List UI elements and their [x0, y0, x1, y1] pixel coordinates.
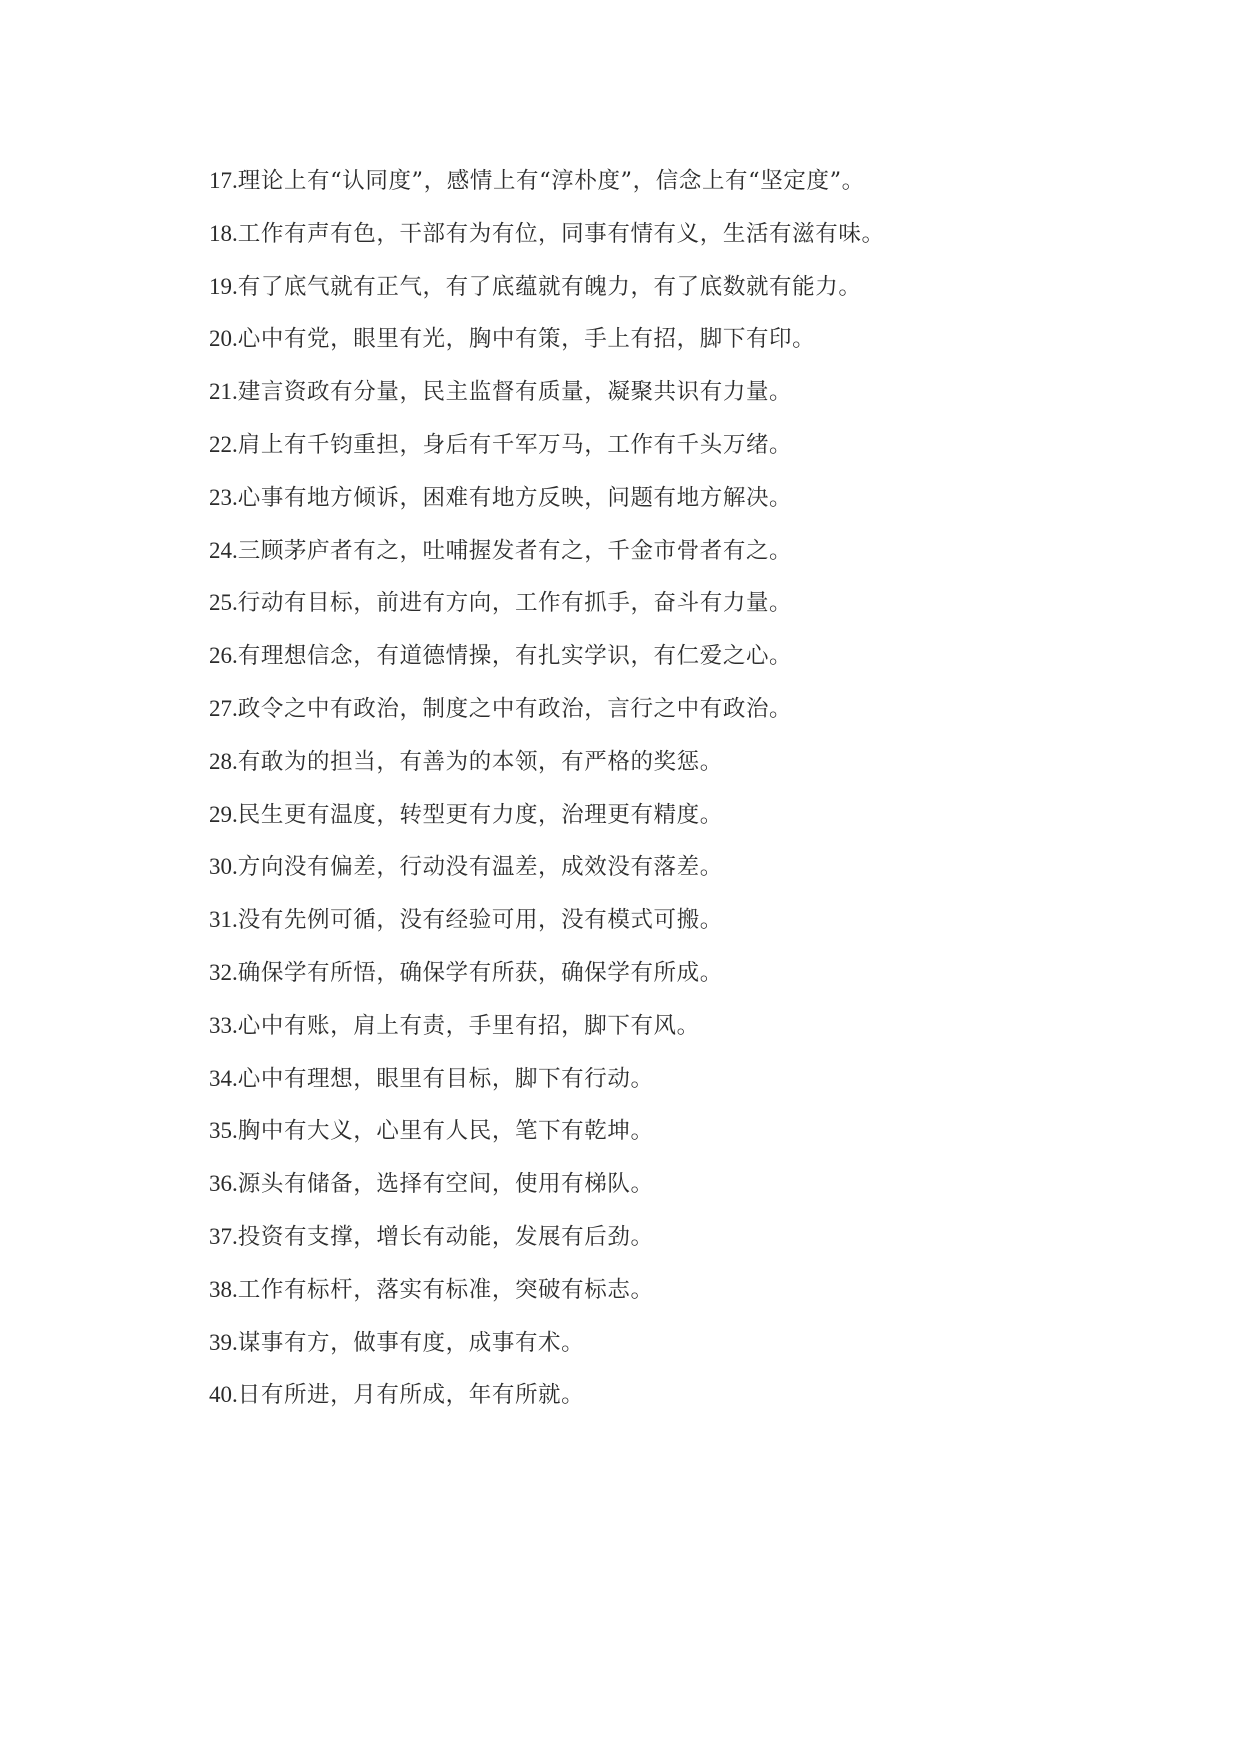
- item-number: 32.: [209, 959, 238, 985]
- list-item: [209, 155, 885, 208]
- list-item: [209, 736, 885, 789]
- item-text: 建言资政有分量，民主监督有质量，凝聚共识有力量。: [237, 379, 793, 406]
- item-number: 33.: [209, 1012, 238, 1038]
- item-number: 34.: [209, 1065, 238, 1091]
- item-text: 有理想信念，有道德情操，有扎实学识，有仁爱之心。: [237, 643, 793, 670]
- item-text: 民生更有温度，转型更有力度，治理更有精度。: [237, 801, 723, 828]
- list-item: [209, 208, 885, 261]
- list-item: [209, 1317, 885, 1370]
- list-item: [209, 313, 885, 366]
- list-item: [209, 1264, 885, 1317]
- item-number: 40.: [209, 1382, 238, 1408]
- item-number: 21.: [209, 379, 238, 405]
- item-number: 30.: [209, 854, 238, 880]
- item-number: 29.: [209, 801, 238, 827]
- item-number: 26.: [209, 643, 238, 669]
- item-number: 22.: [209, 431, 238, 457]
- list-item: [209, 1053, 885, 1106]
- item-number: 19.: [209, 273, 238, 299]
- item-number: 27.: [209, 695, 238, 721]
- item-text: 心事有地方倾诉，困难有地方反映，问题有地方解决。: [237, 484, 793, 511]
- list-item: [209, 789, 885, 842]
- numbered-list: [209, 155, 885, 1422]
- item-text: 胸中有大义，心里有人民，笔下有乾坤。: [237, 1118, 654, 1145]
- item-number: 28.: [209, 748, 238, 774]
- list-item: [209, 630, 885, 683]
- item-number: 18.: [209, 220, 238, 246]
- item-text: 心中有账，肩上有责，手里有招，脚下有风。: [237, 1012, 700, 1039]
- list-item: [209, 1369, 885, 1422]
- item-text: 肩上有千钧重担，身后有千军万马，工作有千头万绪。: [237, 431, 793, 458]
- item-text: 工作有标杆，落实有标准，突破有标志。: [237, 1276, 654, 1303]
- list-item: [209, 525, 885, 578]
- list-item: [209, 683, 885, 736]
- item-text: 政令之中有政治，制度之中有政治，言行之中有政治。: [237, 695, 793, 722]
- list-item: [209, 1211, 885, 1264]
- item-text: 三顾茅庐者有之，吐哺握发者有之，千金市骨者有之。: [237, 537, 793, 564]
- item-number: 37.: [209, 1223, 238, 1249]
- list-item: [209, 366, 885, 419]
- item-number: 35.: [209, 1118, 238, 1144]
- list-item: [209, 947, 885, 1000]
- item-text: 工作有声有色，干部有为有位，同事有情有义，生活有滋有味。: [237, 220, 885, 247]
- list-item: [209, 1158, 885, 1211]
- item-number: 24.: [209, 537, 238, 563]
- item-number: 38.: [209, 1276, 238, 1302]
- list-item: [209, 894, 885, 947]
- item-number: 36.: [209, 1171, 238, 1197]
- item-text: 日有所进，月有所成，年有所就。: [237, 1382, 585, 1409]
- item-text: 方向没有偏差，行动没有温差，成效没有落差。: [237, 854, 723, 881]
- item-text: 投资有支撑，增长有动能，发展有后劲。: [237, 1223, 654, 1250]
- list-item: [209, 261, 885, 314]
- item-number: 20.: [209, 326, 238, 352]
- list-item: [209, 1105, 885, 1158]
- list-item: [209, 841, 885, 894]
- item-text: 谋事有方，做事有度，成事有术。: [237, 1329, 585, 1356]
- item-number: 25.: [209, 590, 238, 616]
- list-item: [209, 419, 885, 472]
- item-text: 确保学有所悟，确保学有所获，确保学有所成。: [237, 959, 723, 986]
- item-number: 17.: [209, 168, 238, 193]
- item-text: 心中有党，眼里有光，胸中有策，手上有招，脚下有印。: [237, 326, 816, 353]
- item-text: 理论上有“认同度”，感情上有“淳朴度”，信念上有“坚定度”。: [237, 168, 865, 194]
- list-item: [209, 1000, 885, 1053]
- item-text: 心中有理想，眼里有目标，脚下有行动。: [237, 1065, 654, 1092]
- item-text: 源头有储备，选择有空间，使用有梯队。: [237, 1171, 654, 1198]
- item-text: 没有先例可循，没有经验可用，没有模式可搬。: [237, 907, 723, 934]
- item-text: 有了底气就有正气，有了底蕴就有魄力，有了底数就有能力。: [237, 273, 862, 300]
- item-text: 有敢为的担当，有善为的本领，有严格的奖惩。: [237, 748, 723, 775]
- item-number: 39.: [209, 1329, 238, 1355]
- item-text: 行动有目标，前进有方向，工作有抓手，奋斗有力量。: [237, 590, 793, 617]
- item-number: 23.: [209, 484, 238, 510]
- item-number: 31.: [209, 907, 238, 933]
- list-item: [209, 577, 885, 630]
- list-item: [209, 472, 885, 525]
